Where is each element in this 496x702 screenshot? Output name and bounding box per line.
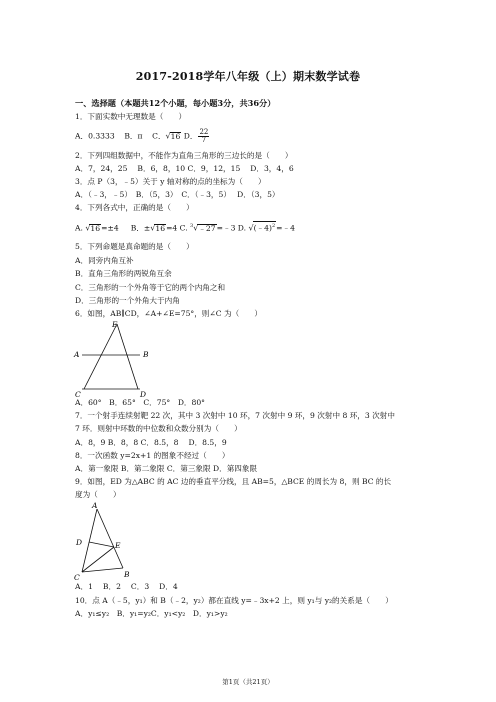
page-title: 2017-2018学年八年级（上）期末数学试卷: [135, 70, 361, 83]
q7-line2: 7 环．则射中环数的中位数和众数分别为（ ）: [75, 424, 242, 433]
q4-b-radicand: 16: [155, 223, 166, 233]
page-footer: 第1页（共21页）: [222, 678, 274, 686]
q1-option-d: D．: [183, 131, 198, 141]
q1-option-c-radicand: 16: [170, 131, 181, 141]
q10-stem: 10．点 A（﹣5，y₁）和 B（﹣2，y₂）都在直线 y=﹣3x+2 上，则 y₁与 y₂的关系是（ ）: [75, 596, 393, 605]
q1-option-b: B．π: [124, 131, 143, 141]
q4-a-radicand: 16: [90, 223, 101, 233]
q9-side-cb: [82, 568, 123, 572]
q6-figure: [72, 318, 162, 398]
q6-label-c: C: [75, 390, 81, 398]
q9-figure: [72, 499, 132, 583]
q6-label-a: A: [74, 350, 80, 359]
q1-options: A．0.3333 B．π C．√16 D． $\frac{22}{7}$: [75, 128, 209, 144]
q6-options: A．60° B．65° C．75° D．80°: [75, 398, 205, 407]
q8-stem: 8．一次函数 y=2x+1 的图象不经过（ ）: [75, 451, 230, 460]
q5-stem: 5．下列命题是真命题的是（ ）: [75, 242, 194, 251]
q4-options: A. √16=±4 B．±√16=4 C. $^3$√﹣27=﹣3 D. √(﹣4)$^2$=﹣4: [75, 223, 295, 233]
q9-label-c: C: [74, 573, 80, 582]
q5-option-d: D．三角形的一个外角大于内角: [75, 296, 180, 305]
q9-label-b: B: [124, 570, 130, 579]
q6-segment-ed: [117, 324, 138, 389]
q2-stem: 2．下列四组数据中，不能作为直角三角形的三边长的是（ ）: [75, 151, 293, 160]
q4-d-radicand: (﹣4)$^2$: [253, 223, 276, 233]
q9-line2: 度为（ ）: [75, 490, 121, 499]
q9-label-e: E: [115, 541, 121, 550]
q9-line1: 9．如图，ED 为△ABC 的 AC 边的垂直平分线，且 AB=5，△BCE 的周长为 8，则 BC 的长: [75, 477, 392, 486]
q1-option-a: A．0.3333: [75, 131, 115, 141]
q4-c-radicand: ﹣27: [198, 223, 216, 233]
q5-option-a: A．同旁内角互补: [75, 256, 134, 265]
q9-side-ac: [82, 509, 97, 572]
q9-segment-de: [89, 542, 114, 547]
q6-label-e: E: [112, 320, 118, 329]
q9-label-d: D: [76, 538, 83, 547]
q6-label-d: D: [140, 390, 147, 398]
q7-line1: 7．一个射手连续射靶 22 次，其中 3 次射中 10 环，7 次射中 9 环，9 次射中 8 环，3 次射中: [75, 411, 395, 420]
q6-stem: 6．如图，AB∥CD，∠A+∠E=75°，则∠C 为（ ）: [75, 309, 262, 318]
q6-segment-ec: [84, 324, 117, 389]
q1-option-d-fraction: $\frac{22}{7}$: [199, 128, 209, 144]
q1-stem: 1．下面实数中无理数是（ ）: [75, 112, 187, 121]
q2-options: A．7，24，25 B．6，8，10 C．9，12，15 D．3，4，6: [75, 164, 294, 173]
q9-options: A．1 B．2 C．3 D．4: [75, 582, 178, 591]
q3-stem: 3．点 P（3，﹣5）关于 y 轴对称的点的坐标为（ ）: [75, 177, 266, 186]
q4-stem: 4．下列各式中，正确的是（ ）: [75, 203, 194, 212]
q6-label-b: B: [143, 350, 149, 359]
q8-options: A．第一象限 B．第二象限 C．第三象限 D．第四象限: [75, 464, 258, 473]
q3-options: A．（﹣3，﹣5） B．（5，3） C．（﹣3，5） D．（3，5）: [75, 190, 280, 199]
q7-options: A．8，9 B．8，8 C．8.5，8 D．8.5，9: [75, 438, 227, 447]
q5-option-c: C．三角形的一个外角等于它的两个内角之和: [75, 283, 226, 292]
q5-option-b: B．直角三角形的两锐角互余: [75, 269, 172, 278]
q10-options: A．y₁≤y₂ B．y₁=y₂C．y₁<y₂ D．y₁>y₂: [75, 609, 228, 618]
q1-option-c: C．: [152, 131, 166, 141]
section-heading: 一、选择题（本题共12个小题，每小题3分，共36分）: [75, 98, 276, 108]
q9-label-a: A: [92, 501, 98, 510]
q9-side-ab: [97, 509, 123, 568]
